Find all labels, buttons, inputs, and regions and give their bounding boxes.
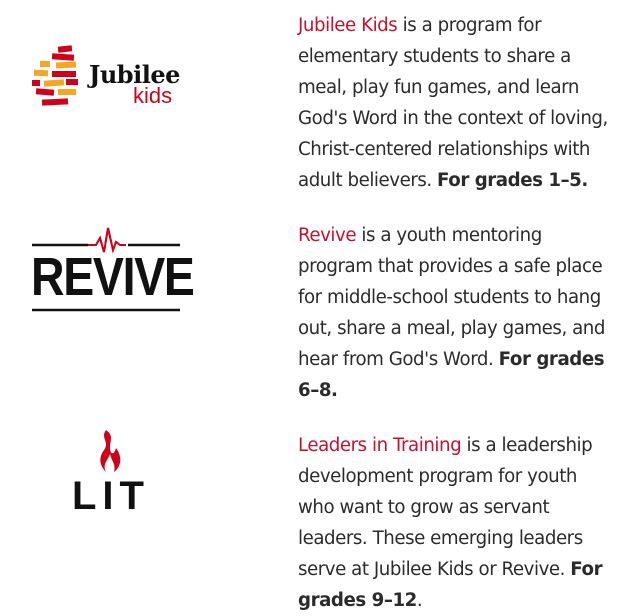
- flame-icon: [70, 428, 146, 478]
- revive-description: [298, 220, 610, 406]
- revive-grades: For grades 6–8.: [298, 349, 605, 401]
- lit-logo: [70, 428, 150, 522]
- revive-link[interactable]: Revive: [298, 225, 357, 246]
- lit-tail: .: [416, 590, 423, 611]
- kids-logo-word: kids: [133, 83, 173, 108]
- jubilee-logo-word: Jubilee: [89, 60, 180, 89]
- jubilee-kids-grades: For grades 1–5.: [437, 170, 588, 191]
- jubilee-kids-logo: [30, 44, 180, 114]
- revive-logo-word: REVIVE: [31, 247, 194, 307]
- revive-body: is a youth mentoring program that provides a safe place for middle-school students to hang out, share a meal, play games, and hear from God's Word.: [298, 225, 605, 370]
- lit-description: [298, 430, 610, 616]
- lit-logo-word: LIT: [72, 474, 150, 518]
- lit-body: is a leadership development program for youth who want to grow as servant leaders. These emerging leaders serve at Jubilee Kids or Revive.: [298, 435, 593, 580]
- jubilee-kids-body: is a program for elementary students to share a meal, play fun games, and learn God's Word in the context of loving, Christ-centered relationships with adult believers.: [298, 15, 608, 191]
- jubilee-kids-description: [298, 10, 610, 196]
- lit-link[interactable]: Leaders in Training: [298, 435, 462, 456]
- revive-logo: [30, 226, 194, 316]
- lit-grades: For grades 9–12: [298, 559, 603, 611]
- jubilee-kids-link[interactable]: Jubilee Kids: [298, 15, 398, 36]
